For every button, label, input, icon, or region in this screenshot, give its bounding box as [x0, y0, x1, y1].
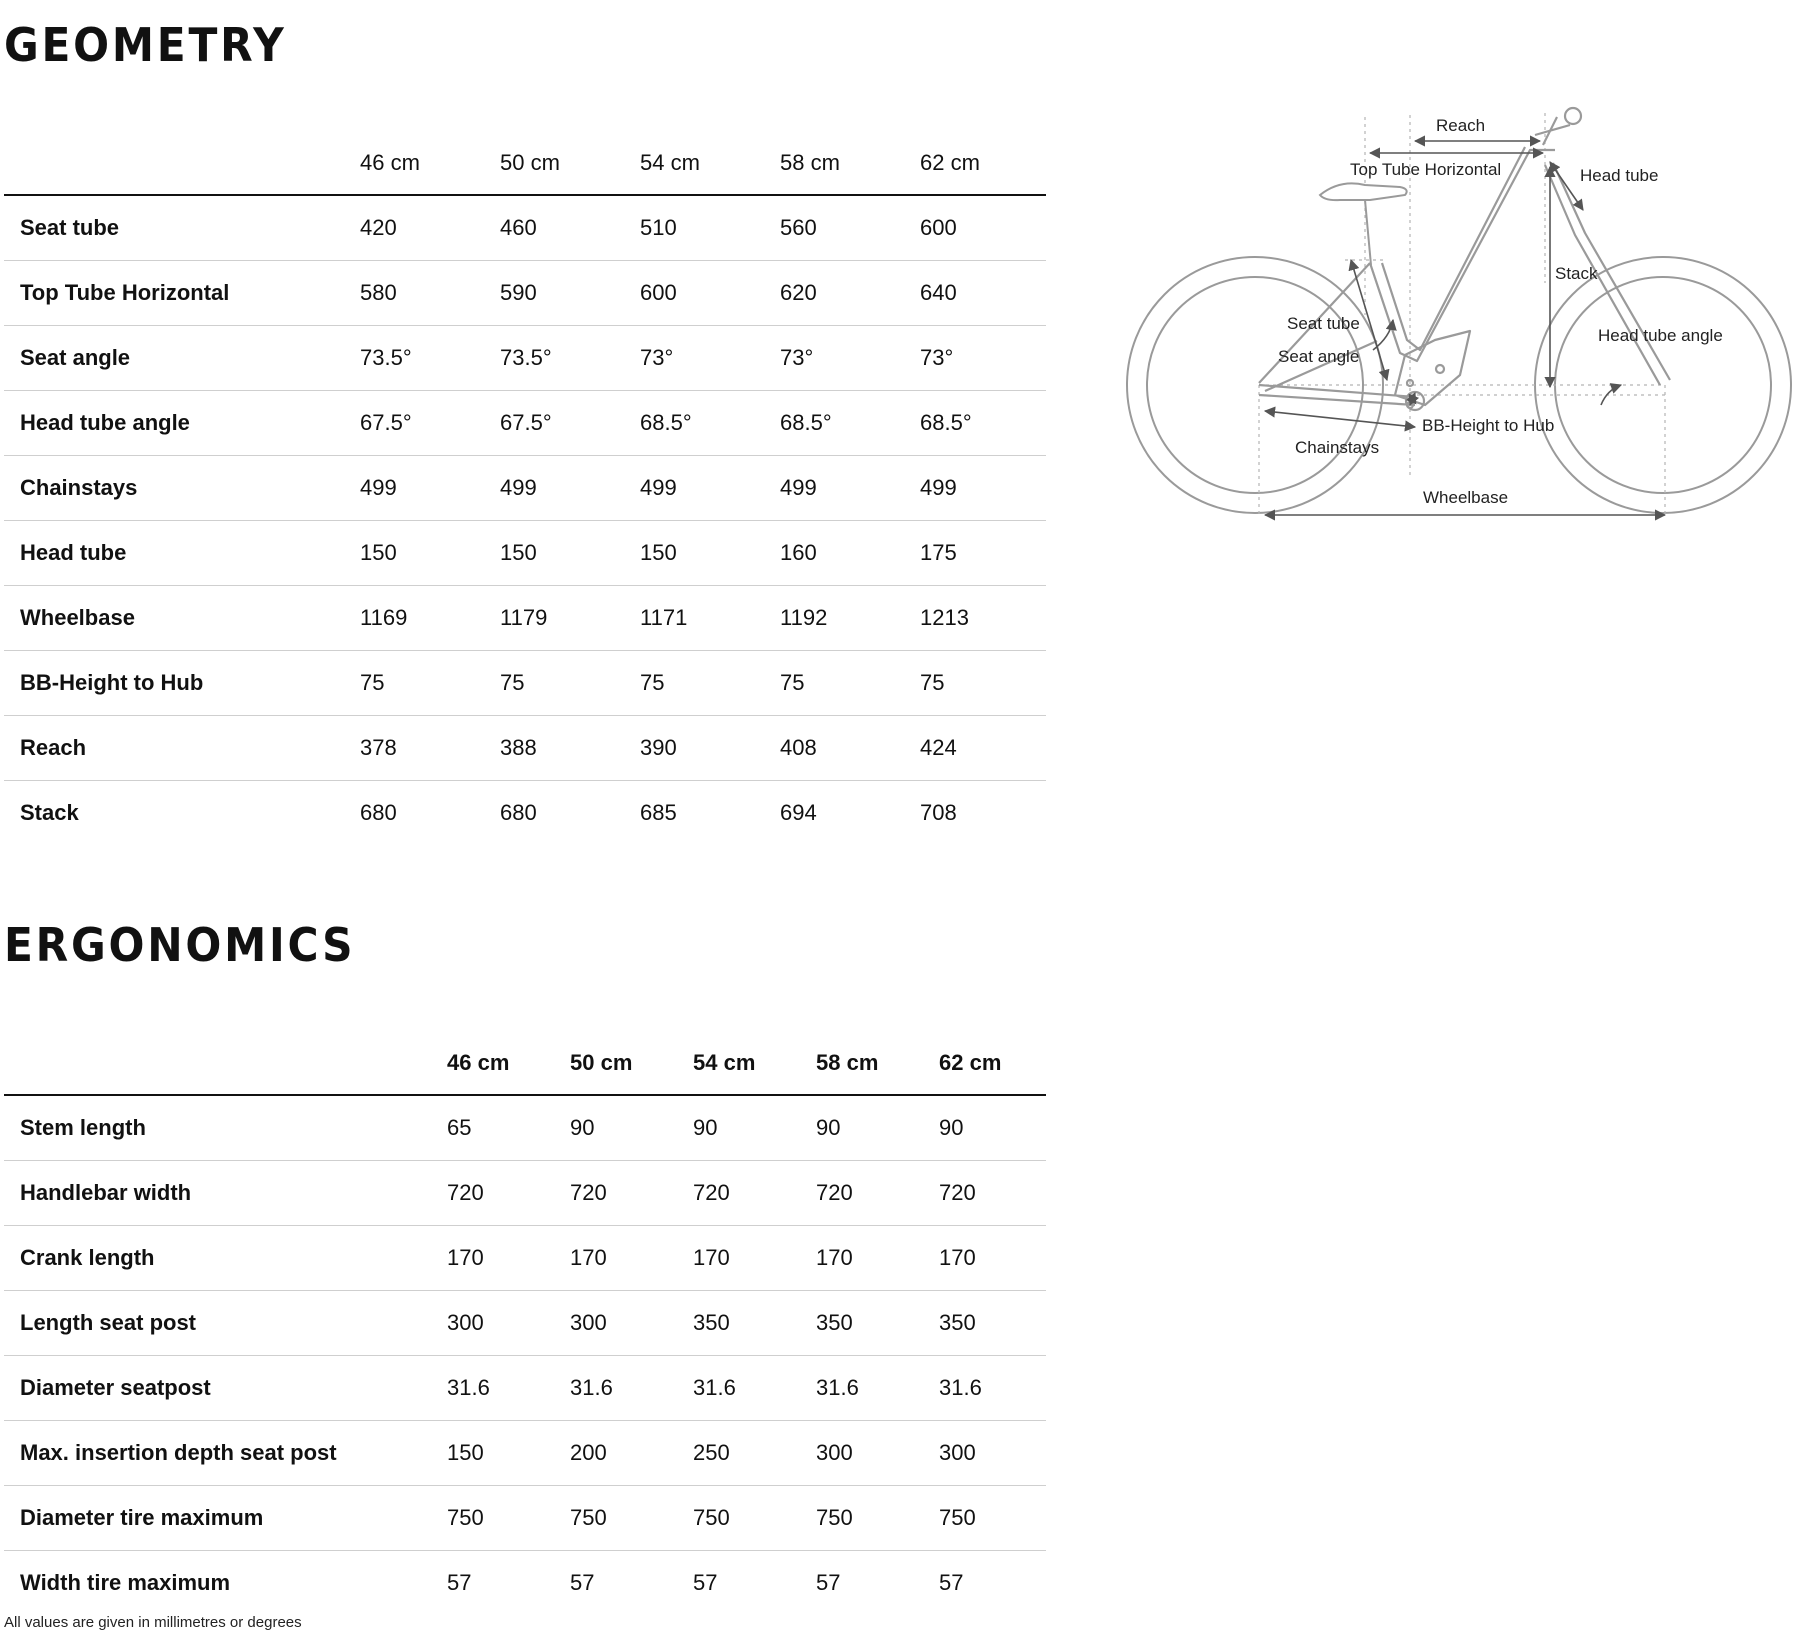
ergonomics-row-label: Width tire maximum	[20, 1569, 231, 1595]
geometry-row-label: Reach	[4, 715, 360, 780]
ergonomics-cell: 90	[939, 1095, 1046, 1160]
ergonomics-cell: 90	[693, 1095, 816, 1160]
diagram-label-seat-angle: Seat angle	[1278, 347, 1360, 366]
geometry-cell: 150	[360, 520, 500, 585]
diagram-label-head-tube: Head tube	[1580, 166, 1659, 185]
ergonomics-cell: 31.6	[693, 1355, 816, 1420]
ergonomics-col-header: 62 cm	[939, 980, 1046, 1095]
ergonomics-cell: 300	[447, 1290, 570, 1355]
diagram-label-wheelbase: Wheelbase	[1423, 488, 1509, 507]
ergonomics-table-body	[4, 1095, 1046, 1615]
geometry-row	[4, 390, 1046, 455]
ergonomics-cell: 350	[939, 1290, 1046, 1355]
geometry-cell: 499	[920, 455, 1046, 520]
geometry-col-header: 50 cm	[500, 80, 640, 195]
geometry-cell: 73°	[780, 325, 920, 390]
geometry-cell: 160	[780, 520, 920, 585]
geometry-table	[4, 80, 1046, 845]
geometry-row	[4, 715, 1046, 780]
ergonomics-cell: 720	[447, 1160, 570, 1225]
diagram-label-chainstays: Chainstays	[1295, 438, 1380, 457]
geometry-col-header: 54 cm	[640, 80, 780, 195]
ergonomics-cell: 57	[693, 1569, 718, 1595]
ergonomics-title: ERGONOMICS	[4, 918, 356, 972]
ergonomics-cell: 90	[816, 1095, 939, 1160]
geometry-cell: 1192	[780, 585, 920, 650]
ergonomics-cell: 31.6	[939, 1355, 1046, 1420]
geometry-cell: 378	[360, 715, 500, 780]
ergonomics-cell: 720	[693, 1160, 816, 1225]
geometry-cell: 590	[500, 260, 640, 325]
ergonomics-cell: 750	[693, 1485, 816, 1550]
geometry-title: GEOMETRY	[4, 18, 287, 72]
ergonomics-cell: 31.6	[816, 1355, 939, 1420]
ergonomics-row	[4, 1355, 1046, 1420]
ergonomics-cell: 200	[570, 1420, 693, 1485]
geometry-row-label: Head tube	[4, 520, 360, 585]
geometry-cell: 460	[500, 195, 640, 260]
ergonomics-row-label: Diameter seatpost	[4, 1355, 447, 1420]
geometry-cell: 694	[780, 799, 817, 825]
ergonomics-cell: 57	[816, 1569, 841, 1595]
geometry-col-header: 62 cm	[920, 80, 1046, 195]
geometry-header-corner	[4, 80, 360, 195]
geometry-cell: 685	[640, 799, 677, 825]
geometry-cell: 408	[780, 715, 920, 780]
geometry-cell: 600	[920, 195, 1046, 260]
ergonomics-cell: 350	[693, 1290, 816, 1355]
geometry-cell: 600	[640, 260, 780, 325]
geometry-cell: 424	[920, 715, 1046, 780]
ergonomics-cell: 150	[447, 1420, 570, 1485]
geometry-cell: 499	[500, 455, 640, 520]
geometry-cell: 1169	[360, 585, 500, 650]
geometry-cell: 390	[640, 715, 780, 780]
geometry-row	[4, 195, 1046, 260]
geometry-cell: 499	[640, 455, 780, 520]
geometry-cell: 68.5°	[640, 390, 780, 455]
geometry-table-body	[4, 195, 1046, 845]
geometry-cell: 640	[920, 260, 1046, 325]
units-footnote: All values are given in millimetres or degrees	[4, 1614, 302, 1631]
ergonomics-row-label: Length seat post	[4, 1290, 447, 1355]
ergonomics-cell: 170	[570, 1225, 693, 1290]
ergonomics-row	[4, 1160, 1046, 1225]
geometry-cell: 620	[780, 260, 920, 325]
geometry-row-label: Stack	[20, 799, 79, 825]
geometry-row	[4, 585, 1046, 650]
geometry-cell: 420	[360, 195, 500, 260]
ergonomics-row	[4, 1095, 1046, 1160]
geometry-cell: 1171	[640, 585, 780, 650]
geometry-cell: 75	[920, 650, 1046, 715]
ergonomics-table-header	[4, 980, 1046, 1095]
geometry-row-label: BB-Height to Hub	[4, 650, 360, 715]
geometry-cell: 560	[780, 195, 920, 260]
geometry-cell: 388	[500, 715, 640, 780]
diagram-label-bb-height-to-hub: BB-Height to Hub	[1422, 416, 1555, 435]
geometry-row	[4, 780, 1046, 845]
ergonomics-row-label: Diameter tire maximum	[4, 1485, 447, 1550]
geometry-row	[4, 455, 1046, 520]
diagram-label-top-tube-horizontal: Top Tube Horizontal	[1350, 160, 1502, 179]
geometry-row-label: Head tube angle	[4, 390, 360, 455]
geometry-cell: 73.5°	[500, 325, 640, 390]
ergonomics-row	[4, 1420, 1046, 1485]
ergonomics-cell: 170	[693, 1225, 816, 1290]
ergonomics-cell: 90	[570, 1095, 693, 1160]
geometry-table-header	[4, 80, 1046, 195]
ergonomics-header-corner	[4, 980, 447, 1095]
ergonomics-cell: 720	[570, 1160, 693, 1225]
geometry-cell: 1179	[500, 585, 640, 650]
geometry-cell: 680	[500, 799, 537, 825]
ergonomics-row	[4, 1290, 1046, 1355]
ergonomics-col-header: 46 cm	[447, 980, 570, 1095]
ergonomics-cell: 720	[939, 1160, 1046, 1225]
ergonomics-cell: 300	[816, 1420, 939, 1485]
diagram-label-seat-tube: Seat tube	[1287, 314, 1360, 333]
ergonomics-row-label: Stem length	[4, 1095, 447, 1160]
ergonomics-cell: 250	[693, 1420, 816, 1485]
geometry-row-label: Seat tube	[4, 195, 360, 260]
ergonomics-row	[4, 1485, 1046, 1550]
geometry-cell: 1213	[920, 585, 1046, 650]
geometry-col-header: 58 cm	[780, 80, 920, 195]
geometry-cell: 75	[780, 650, 920, 715]
diagram-label-head-tube-angle: Head tube angle	[1598, 326, 1723, 345]
geometry-row-label: Wheelbase	[4, 585, 360, 650]
ergonomics-col-header: 54 cm	[693, 980, 816, 1095]
geometry-row-label: Seat angle	[4, 325, 360, 390]
ergonomics-cell: 300	[570, 1290, 693, 1355]
geometry-cell: 75	[360, 650, 500, 715]
ergonomics-cell: 720	[816, 1160, 939, 1225]
ergonomics-cell: 750	[816, 1485, 939, 1550]
ergonomics-cell: 31.6	[570, 1355, 693, 1420]
ergonomics-cell: 300	[939, 1420, 1046, 1485]
saddle	[1320, 183, 1407, 265]
ergonomics-row-label: Crank length	[4, 1225, 447, 1290]
geometry-row-label: Chainstays	[4, 455, 360, 520]
geometry-cell: 510	[640, 195, 780, 260]
diagram-label-reach: Reach	[1436, 116, 1486, 135]
geometry-cell: 67.5°	[500, 390, 640, 455]
geometry-row-label: Top Tube Horizontal	[4, 260, 360, 325]
ergonomics-cell: 57	[570, 1569, 595, 1595]
ergonomics-cell: 350	[816, 1290, 939, 1355]
ergonomics-cell: 750	[939, 1485, 1046, 1550]
ergonomics-cell: 65	[447, 1095, 570, 1160]
ergonomics-table	[4, 980, 1046, 1615]
geometry-cell: 150	[500, 520, 640, 585]
ergonomics-cell: 57	[447, 1569, 472, 1595]
ergonomics-cell: 170	[939, 1225, 1046, 1290]
ergonomics-cell: 31.6	[447, 1355, 570, 1420]
ergonomics-cell: 750	[570, 1485, 693, 1550]
bike-geometry-diagram	[1125, 105, 1795, 535]
geometry-cell: 580	[360, 260, 500, 325]
ergonomics-cell: 57	[939, 1569, 964, 1595]
ergonomics-col-header: 50 cm	[570, 980, 693, 1095]
front-wheel	[1535, 257, 1791, 513]
geometry-cell: 68.5°	[780, 390, 920, 455]
geometry-col-header: 46 cm	[360, 80, 500, 195]
ergonomics-cell: 750	[447, 1485, 570, 1550]
geometry-row	[4, 260, 1046, 325]
geometry-cell: 499	[360, 455, 500, 520]
geometry-row	[4, 520, 1046, 585]
geometry-cell: 175	[920, 520, 1046, 585]
geometry-cell: 73°	[920, 325, 1046, 390]
geometry-cell: 67.5°	[360, 390, 500, 455]
diagram-label-stack: Stack	[1555, 264, 1598, 283]
geometry-cell: 75	[640, 650, 780, 715]
ergonomics-row-label: Handlebar width	[4, 1160, 447, 1225]
ergonomics-cell: 170	[816, 1225, 939, 1290]
geometry-cell: 499	[780, 455, 920, 520]
ergonomics-cell: 170	[447, 1225, 570, 1290]
geometry-cell: 708	[920, 799, 957, 825]
geometry-cell: 73.5°	[360, 325, 500, 390]
ergonomics-col-header: 58 cm	[816, 980, 939, 1095]
geometry-row	[4, 325, 1046, 390]
ergonomics-row-label: Max. insertion depth seat post	[4, 1420, 447, 1485]
ergonomics-row	[4, 1225, 1046, 1290]
geometry-cell: 150	[640, 520, 780, 585]
geometry-cell: 75	[500, 650, 640, 715]
ergonomics-row	[4, 1550, 1046, 1615]
geometry-cell: 680	[360, 799, 397, 825]
geometry-row	[4, 650, 1046, 715]
geometry-cell: 68.5°	[920, 390, 1046, 455]
geometry-cell: 73°	[640, 325, 780, 390]
